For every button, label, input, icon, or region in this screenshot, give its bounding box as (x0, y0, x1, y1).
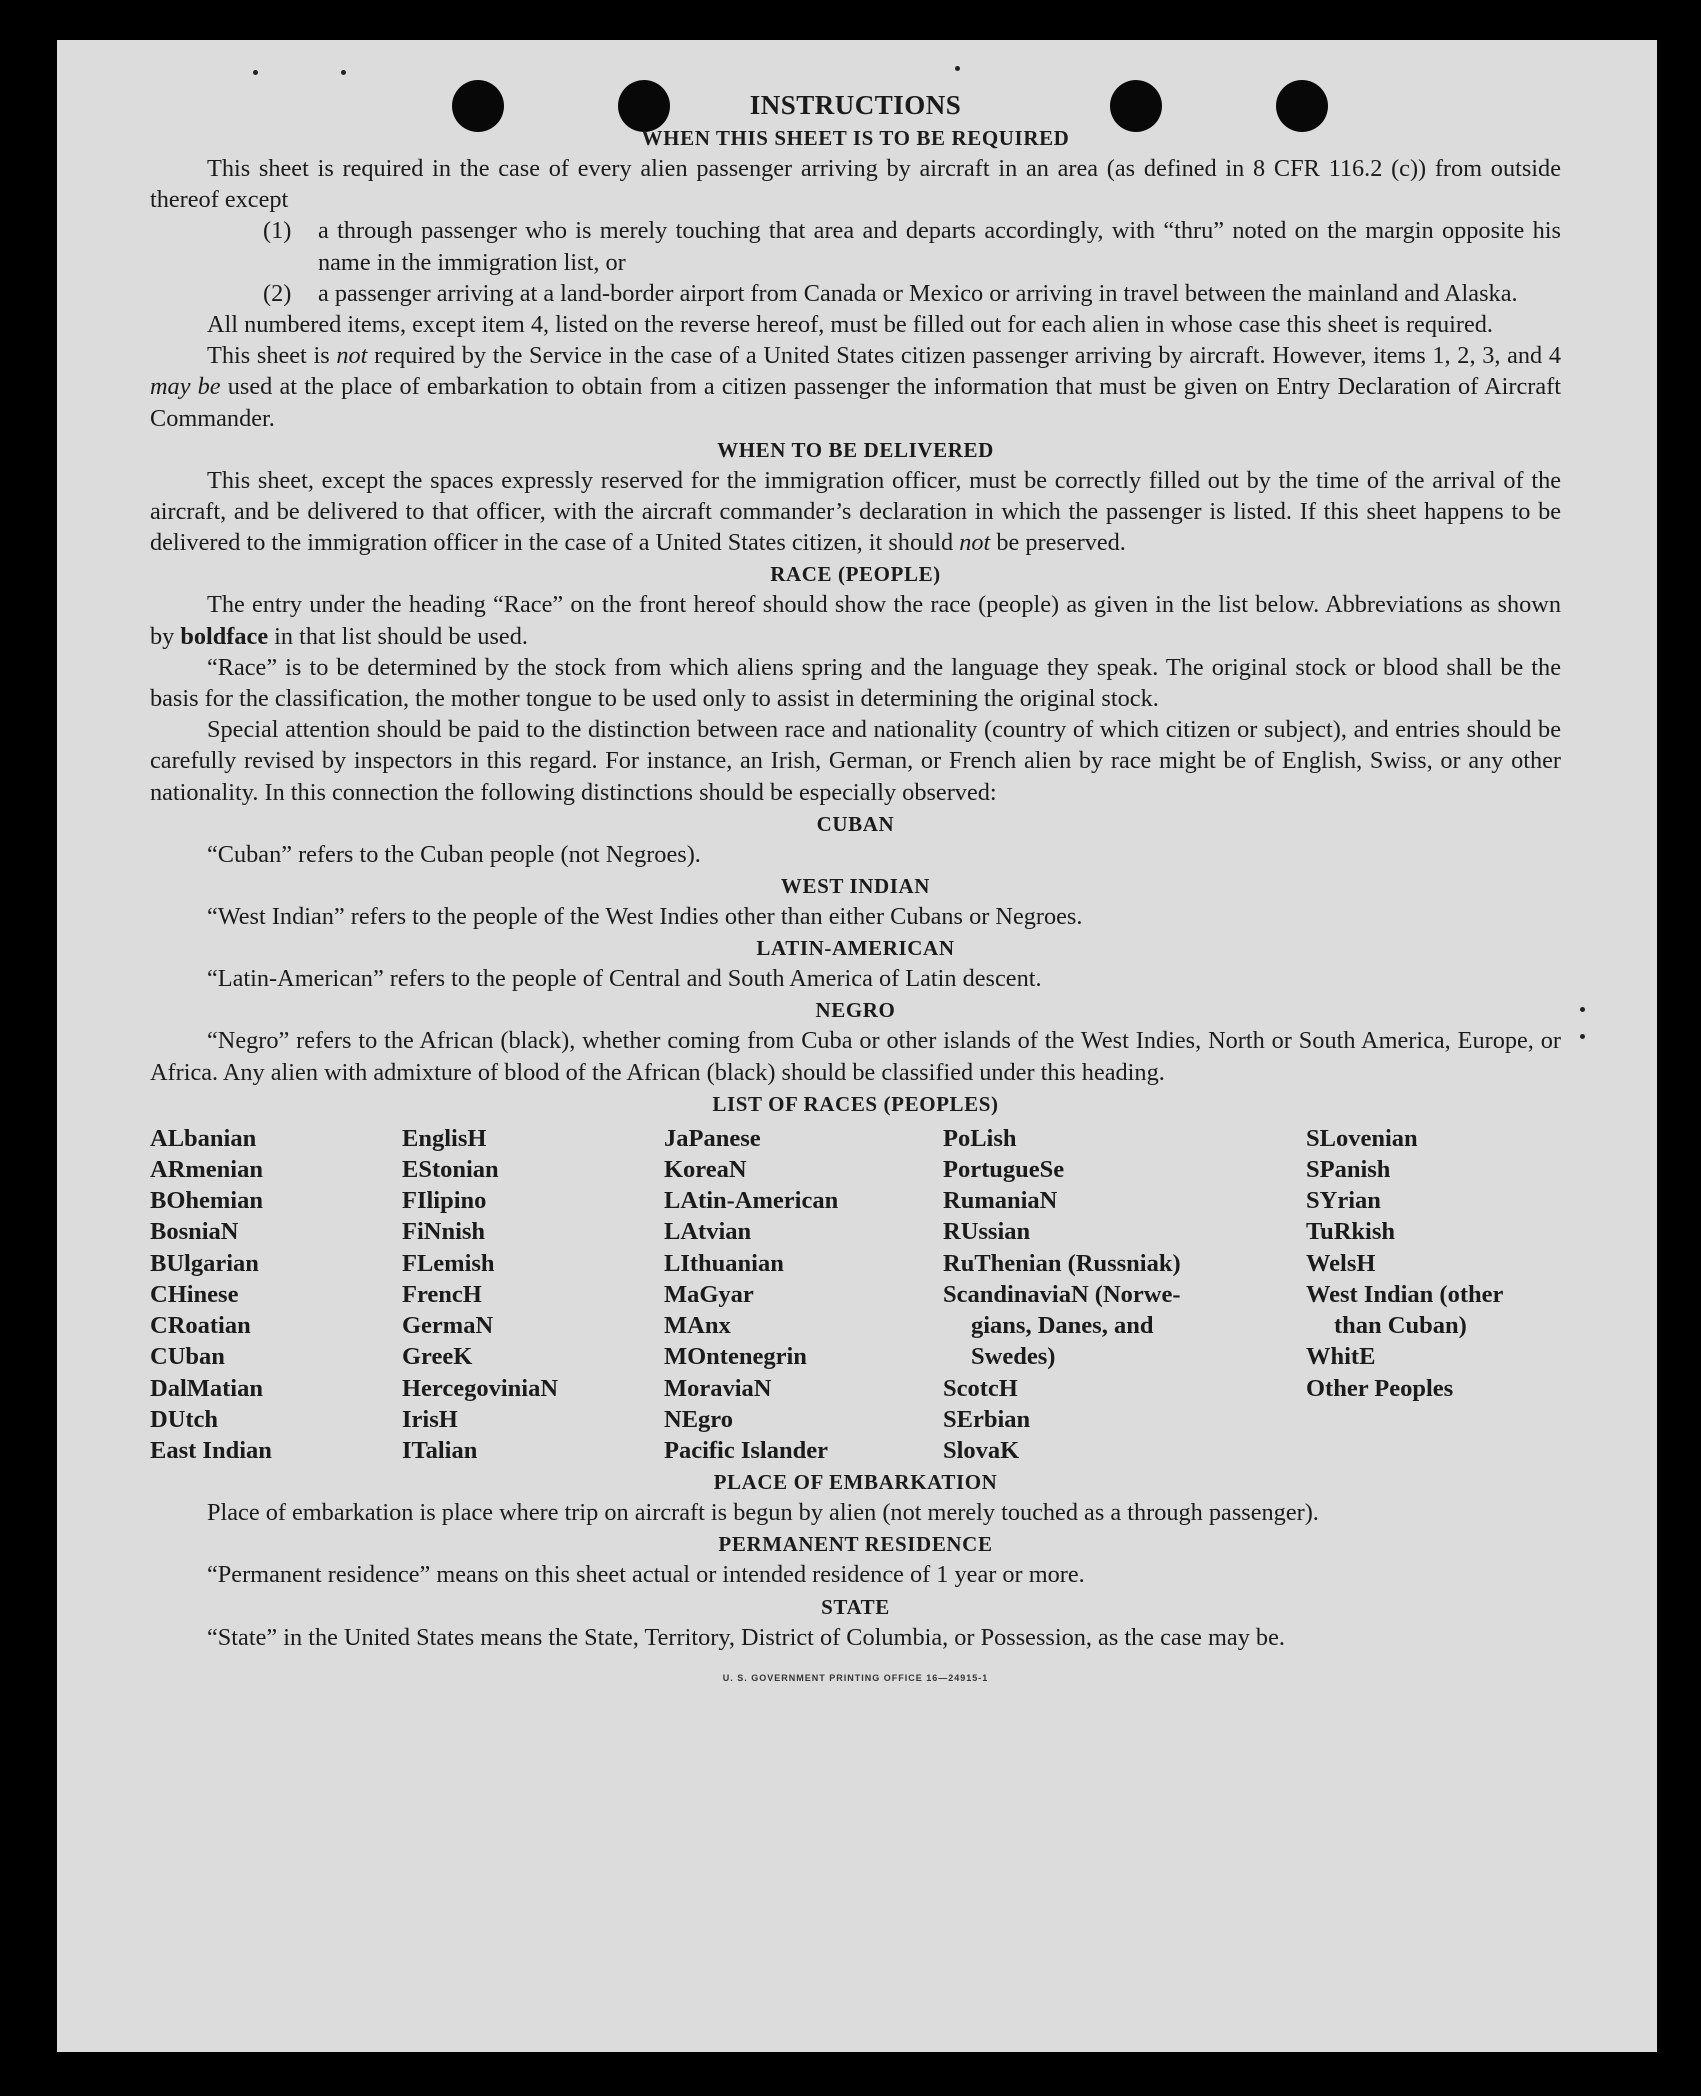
emphasis-boldface: boldface (180, 622, 269, 650)
race-item: CHinese (150, 1280, 239, 1308)
race-item: ScandinaviaN (Norwe- (943, 1280, 1181, 1308)
exception-item-1 (263, 215, 1561, 277)
text-run: This sheet is (207, 342, 337, 370)
item-number: (1) (263, 217, 292, 245)
required-intro: This sheet is required in the case of every alien passenger arriving by aircraft in an area (as defined in 8 CFR 116.2 (c)) from outside thereof except (150, 155, 1561, 214)
race-item: GermaN (402, 1312, 494, 1340)
race-item: RumaniaN (943, 1187, 1058, 1215)
race-item: LAtvian (664, 1218, 752, 1246)
race-item: JaPanese (664, 1124, 761, 1152)
races-column-4 (943, 1123, 1306, 1466)
required-citizen-note (150, 340, 1561, 434)
exception-item-2 (263, 278, 1561, 309)
item-number: (2) (263, 279, 292, 307)
emphasis-not: not (336, 342, 368, 370)
speck (341, 70, 346, 75)
race-item: ITalian (402, 1436, 478, 1464)
race-item: LIthuanian (664, 1249, 784, 1277)
race-item: SLovenian (1306, 1124, 1418, 1152)
race-item: SPanish (1306, 1156, 1391, 1184)
delivered-text (150, 465, 1561, 559)
race-item: GreeK (402, 1343, 473, 1371)
state-text: “State” in the United States means the State, Territory, District of Columbia, or Possession, as the case may be. (207, 1623, 1285, 1651)
race-item-continued: gians, Danes, and (971, 1312, 1154, 1340)
text-run: used at the place of embarkation to obtain from a citizen passenger the information that must be given on Entry Declaration of Aircraft Commander. (150, 373, 1561, 432)
race-p3: Special attention should be paid to the distinction between race and nationality (country of which citizen or subject), and entries should be carefully revised by inspectors in this regard. For instance, an Irish, German, or French alien by race might be of English, Swiss, or any other nationality. In this connection the following distinctions should be especially observed: (150, 716, 1561, 806)
race-p1 (150, 589, 1561, 651)
race-p2: “Race” is to be determined by the stock from which aliens spring and the language they speak. The original stock or blood shall be the basis for the classification, the mother tongue to be used only to assist in determining the original stock. (150, 653, 1561, 713)
race-item: SlovaK (943, 1436, 1020, 1464)
race-item: ScotcH (943, 1374, 1018, 1402)
race-item: MaGyar (664, 1280, 754, 1308)
race-item: KoreaN (664, 1156, 747, 1184)
heading-latin-american: LATIN-AMERICAN (756, 936, 955, 961)
race-item: CUban (150, 1343, 225, 1371)
required-numbered-items: All numbered items, except item 4, listed on the reverse hereof, must be filled out for each alien in whose case this sheet is required. (207, 311, 1493, 339)
race-item: East Indian (150, 1436, 272, 1464)
instructions-body (150, 88, 1561, 1694)
speck (1580, 1034, 1585, 1039)
race-item: Pacific Islander (664, 1436, 828, 1464)
emphasis-not: not (959, 529, 991, 557)
race-item: MOntenegrin (664, 1343, 807, 1371)
residence-text: “Permanent residence” means on this sheet actual or intended residence of 1 year or more. (207, 1561, 1085, 1589)
document-sheet (57, 40, 1657, 2052)
item-text: a passenger arriving at a land-border airport from Canada or Mexico or arriving in travel between the mainland and Alaska. (318, 279, 1518, 307)
heading-when-required: WHEN THIS SHEET IS TO BE REQUIRED (641, 126, 1070, 150)
races-column-1 (150, 1123, 402, 1466)
race-item: CRoatian (150, 1312, 251, 1340)
race-item-continued: Swedes) (971, 1343, 1056, 1371)
west-indian-text: “West Indian” refers to the people of the West Indies other than either Cubans or Negroes. (207, 903, 1083, 931)
heading-when-delivered: WHEN TO BE DELIVERED (717, 437, 994, 462)
race-item: EnglisH (402, 1124, 487, 1152)
speck (955, 66, 960, 71)
text-run: This sheet, except the spaces expressly reserved for the immigration officer, must be correctly filled out by the time of the arrival of the aircraft, and be delivered to that officer, with the aircraft commander’s declaration in which the passenger is listed. If this sheet happens to be delivered to the immigration officer in the case of a United States citizen, it should (150, 466, 1561, 557)
races-column-2 (402, 1123, 664, 1466)
printer-imprint: U. S. GOVERNMENT PRINTING OFFICE 16—24915-1 (722, 1672, 989, 1683)
race-item: MAnx (664, 1312, 731, 1340)
race-item: WelsH (1306, 1249, 1376, 1277)
race-item-continued: than Cuban) (1334, 1312, 1467, 1340)
latin-american-text: “Latin-American” refers to the people of Central and South America of Latin descent. (207, 965, 1042, 993)
race-item: TuRkish (1306, 1218, 1396, 1246)
race-item: EStonian (402, 1156, 499, 1184)
heading-permanent-residence: PERMANENT RESIDENCE (718, 1532, 993, 1557)
race-item: FIlipino (402, 1187, 487, 1215)
race-item: PoLish (943, 1124, 1017, 1152)
race-item: FLemish (402, 1249, 495, 1277)
race-item: LAtin-American (664, 1187, 839, 1215)
race-item: MoraviaN (664, 1374, 772, 1402)
text-run: be preserved. (990, 529, 1126, 557)
race-item: Other Peoples (1306, 1374, 1454, 1402)
heading-cuban: CUBAN (816, 811, 895, 836)
item-text: a through passenger who is merely touching that area and departs accordingly, with “thru” noted on the margin opposite his name in the immigration list, or (318, 217, 1561, 276)
race-item: RUssian (943, 1218, 1031, 1246)
text-run: in that list should be used. (268, 622, 528, 650)
races-list (150, 1123, 1561, 1466)
race-item: FiNnish (402, 1218, 486, 1246)
negro-text: “Negro” refers to the African (black), whether coming from Cuba or other islands of the West Indies, North or South America, Europe, or Africa. Any alien with admixture of blood of the African (black) should be classified under this heading. (150, 1027, 1561, 1086)
cuban-text: “Cuban” refers to the Cuban people (not Negroes). (207, 840, 701, 868)
embarkation-text: Place of embarkation is place where trip on aircraft is begun by alien (not merely touched as a through passenger). (207, 1499, 1319, 1527)
text-run: The entry under the heading “Race” on the front hereof should show the race (people) as given in the list below. Abbreviations as shown by (150, 591, 1561, 650)
speck (1580, 1007, 1585, 1012)
heading-list-of-races: LIST OF RACES (PEOPLES) (712, 1091, 999, 1116)
heading-place-of-embarkation: PLACE OF EMBARKATION (713, 1470, 998, 1495)
race-item: West Indian (other (1306, 1280, 1504, 1308)
race-item: NEgro (664, 1405, 733, 1433)
page-title: INSTRUCTIONS (749, 90, 962, 120)
race-item: DalMatian (150, 1374, 263, 1402)
race-item: ARmenian (150, 1156, 263, 1184)
race-item: HercegoviniaN (402, 1374, 559, 1402)
race-item: BUlgarian (150, 1249, 259, 1277)
heading-negro: NEGRO (815, 998, 896, 1023)
race-item: ALbanian (150, 1124, 257, 1152)
speck (253, 70, 258, 75)
race-item: PortugueSe (943, 1156, 1065, 1184)
heading-state: STATE (821, 1594, 890, 1619)
heading-race: RACE (PEOPLE) (770, 562, 941, 587)
race-item: RuThenian (Russniak) (943, 1249, 1181, 1277)
race-item: IrisH (402, 1405, 458, 1433)
race-item: SYrian (1306, 1187, 1381, 1215)
race-item: BosniaN (150, 1218, 239, 1246)
race-item: FrencH (402, 1280, 482, 1308)
emphasis-may-be: may be (150, 373, 221, 401)
race-item: DUtch (150, 1405, 219, 1433)
races-column-5 (1306, 1123, 1561, 1466)
heading-west-indian: WEST INDIAN (780, 874, 931, 899)
race-item: SErbian (943, 1405, 1031, 1433)
races-column-3 (664, 1123, 943, 1466)
race-item: WhitE (1306, 1343, 1376, 1371)
race-item: BOhemian (150, 1187, 263, 1215)
text-run: required by the Service in the case of a United States citizen passenger arriving by aircraft. However, items 1, 2, 3, and 4 (367, 342, 1562, 370)
